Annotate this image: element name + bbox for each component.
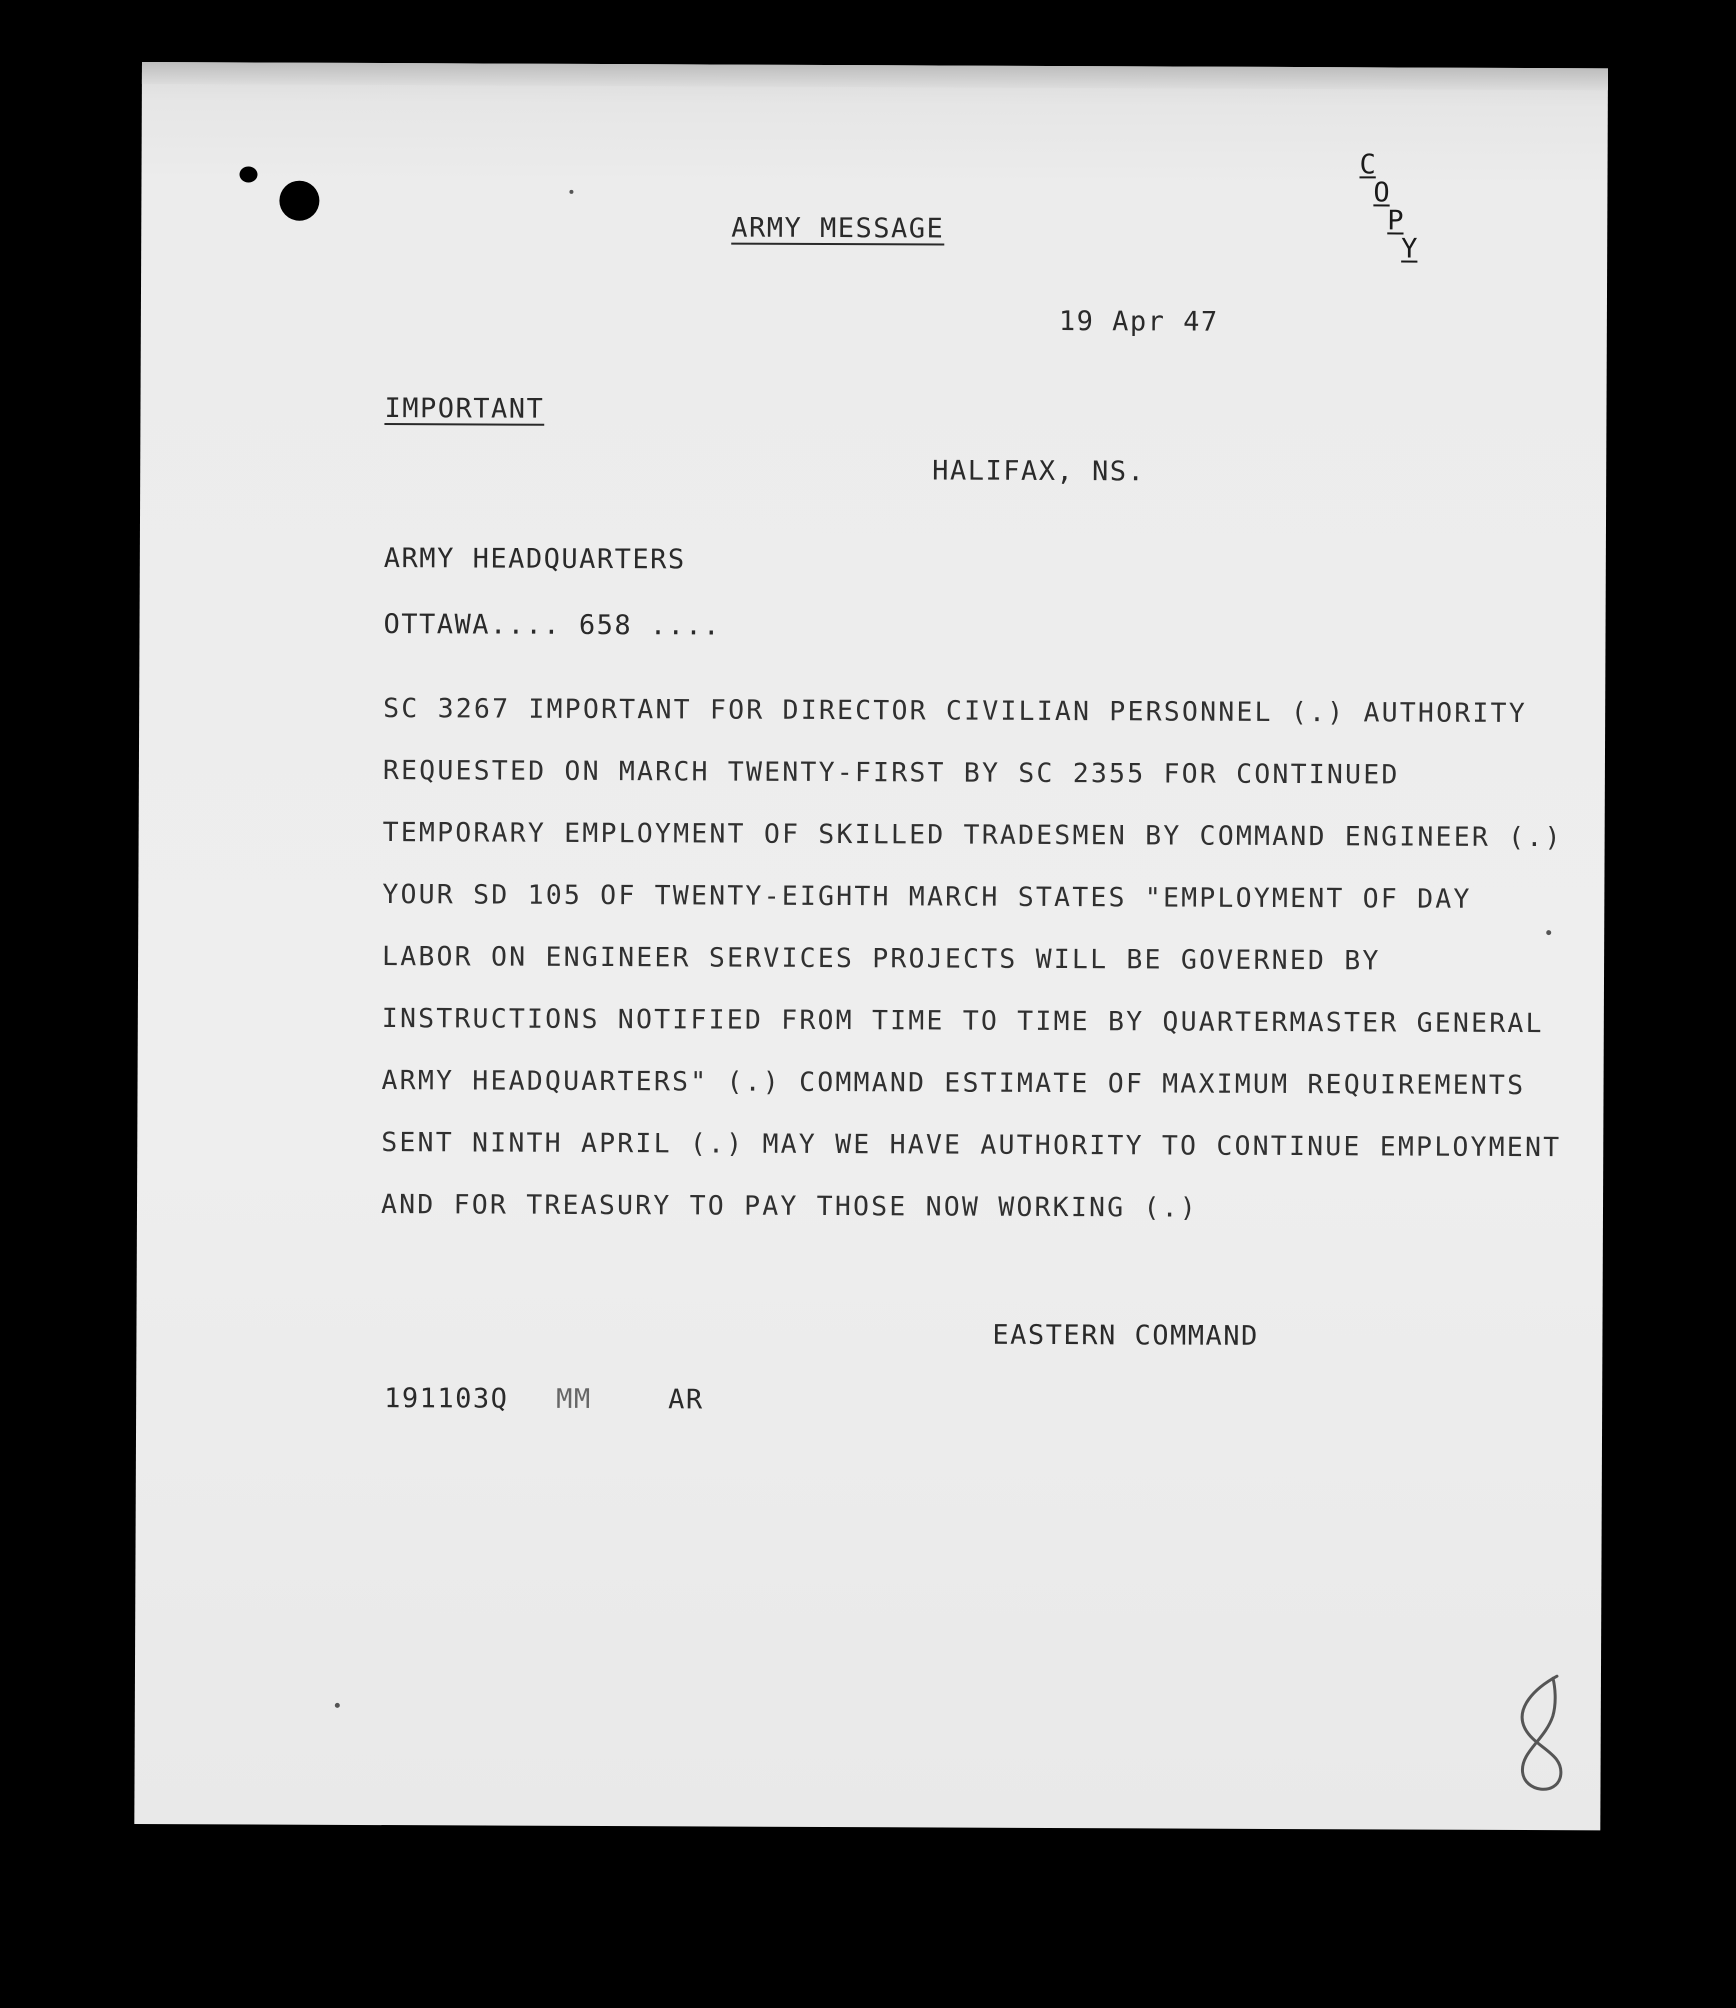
ink-dot	[239, 166, 257, 182]
body-line-2: REQUESTED ON MARCH TWENTY-FIRST BY SC 2355 FOR CONTINUED	[382, 755, 1400, 791]
handwritten-page-number	[1494, 1668, 1585, 1798]
body-line-3: TEMPORARY EMPLOYMENT OF SKILLED TRADESMEN BY COMMAND ENGINEER (.)	[382, 817, 1563, 854]
addressee-line-2: OTTAWA.... 658 ....	[383, 609, 721, 642]
punch-hole-blot	[279, 181, 319, 221]
paper-speck	[335, 1703, 340, 1708]
date-time-group: 191103Q	[384, 1383, 509, 1415]
origin-location: HALIFAX, NS.	[932, 455, 1146, 488]
body-line-1: SC 3267 IMPORTANT FOR DIRECTOR CIVILIAN PERSONNEL (.) AUTHORITY	[383, 693, 1527, 730]
paper-speck	[1546, 930, 1551, 935]
copy-mark-o: O	[1373, 177, 1390, 209]
signature-block: EASTERN COMMAND	[992, 1319, 1259, 1352]
ar-marker: AR	[668, 1384, 704, 1416]
body-line-4: YOUR SD 105 OF TWENTY-EIGHTH MARCH STATES "EMPLOYMENT OF DAY	[382, 879, 1472, 915]
paper-speck	[569, 190, 573, 194]
body-line-8: SENT NINTH APRIL (.) MAY WE HAVE AUTHORITY TO CONTINUE EMPLOYMENT	[381, 1127, 1562, 1164]
document-title: ARMY MESSAGE	[731, 212, 945, 245]
body-line-9: AND FOR TREASURY TO PAY THOSE NOW WORKING (.)	[380, 1189, 1199, 1224]
copy-mark-c: C	[1359, 149, 1376, 181]
body-line-5: LABOR ON ENGINEER SERVICES PROJECTS WILL BE GOVERNED BY	[382, 941, 1381, 977]
body-line-6: INSTRUCTIONS NOTIFIED FROM TIME TO TIME BY QUARTERMASTER GENERAL	[381, 1003, 1544, 1040]
copy-mark-y: Y	[1401, 233, 1418, 265]
operator-initials: MM	[556, 1383, 592, 1415]
paper-sheet	[134, 62, 1608, 1830]
message-date: 19 Apr 47	[1058, 306, 1219, 338]
paper-top-edge	[142, 62, 1608, 90]
addressee-line-1: ARMY HEADQUARTERS	[383, 543, 686, 576]
body-line-7: ARMY HEADQUARTERS" (.) COMMAND ESTIMATE OF MAXIMUM REQUIREMENTS	[381, 1065, 1526, 1102]
priority-label: IMPORTANT	[384, 393, 545, 425]
copy-mark-p: P	[1387, 205, 1404, 237]
